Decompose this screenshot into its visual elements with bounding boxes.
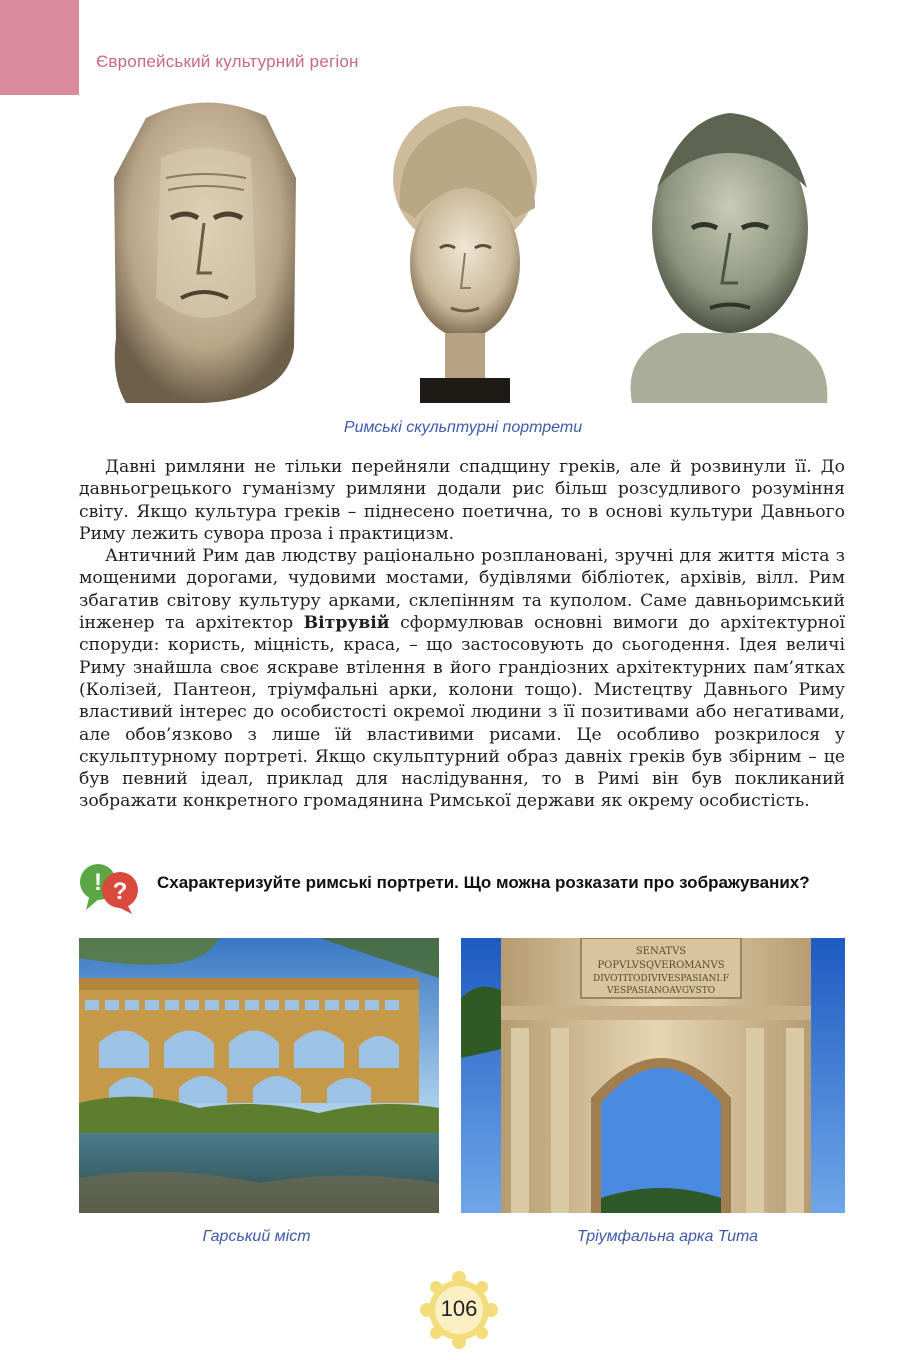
arch-of-titus-photo [461, 938, 845, 1213]
portrait-man-image [622, 98, 834, 403]
page-number: 106 [440, 1296, 478, 1321]
question-icon [76, 862, 146, 914]
question-text: Схарактеризуйте римські портрети. Що можна розказати про зображуваних? [157, 873, 810, 892]
arch-inscription-line-3: DIVOTITODIVIVESPASIANI.F [593, 974, 729, 984]
bridge-caption: Гарський міст [202, 1228, 311, 1245]
portrait-woman-image [375, 98, 555, 403]
portrait-old-man-image [106, 98, 302, 403]
pont-du-gard-photo [79, 938, 439, 1213]
arch-caption: Тріумфальна арка Тита [576, 1228, 759, 1245]
arch-inscription-line-4: VESPASIANOAVGVSTO [606, 986, 716, 996]
question-icon-exclaim: ! [94, 869, 102, 896]
question-icon-qmark: ? [112, 878, 128, 905]
main-text [79, 456, 845, 813]
page-number-badge [418, 1270, 500, 1350]
paragraph-2-part-1: Античний Рим дав людству раціонально розплановані, зручні для життя міста з мощеними дорогами, чудовими мостами, будівлями бібліотек, архівів, вілл. Рим збагатив світову культуру арками, склепінням та куполом. Саме давньоримський інженер та архітектор [79, 546, 845, 634]
arch-inscription-line-1: SENATVS [635, 946, 687, 957]
paragraph-2 [79, 545, 845, 813]
portraits-caption: Римські скульптурні портрети [343, 419, 583, 436]
corner-color-tab [0, 0, 79, 95]
paragraph-1: Давні римляни не тільки перейняли спадщину греків, але й розвинули її. До давньогрецького гуманізму римляни додали рис більш розсудливого розуміння світу. Якщо культура греків – піднесено поетична, то в основі культури Давнього Риму лежить сувора проза і практицизм. [79, 457, 845, 544]
arch-inscription-line-2: POPVLVSQVEROMANVS [597, 960, 725, 971]
running-header: Європейський культурний регіон [96, 52, 359, 71]
vitruvius-name: Вітрувій [303, 613, 390, 634]
paragraph-2-part-2: сформулював основні вимоги до архітектурної споруди: користь, міцність, краса, – що застосовують до сьогодення. Ідея величі Риму знайшла своє яскраве втілення в його грандіозних архітектурних пам’ятках (Колізей, Пантеон, тріумфальні арки, колони тощо). Мистецтву Давнього Риму властивий інтерес до особистості окремої людини з її позитивами або негативами, але обов’язково з лише їй властивими рисами. Це особливо розкрилося у скульптурному портреті. Якщо скульптурний образ давніх греків був збірним – це був певний ідеал, приклад для наслідування, то в Римі він був покликаний зображати конкретного громадянина Римської держави як окрему особистість. [79, 613, 845, 812]
